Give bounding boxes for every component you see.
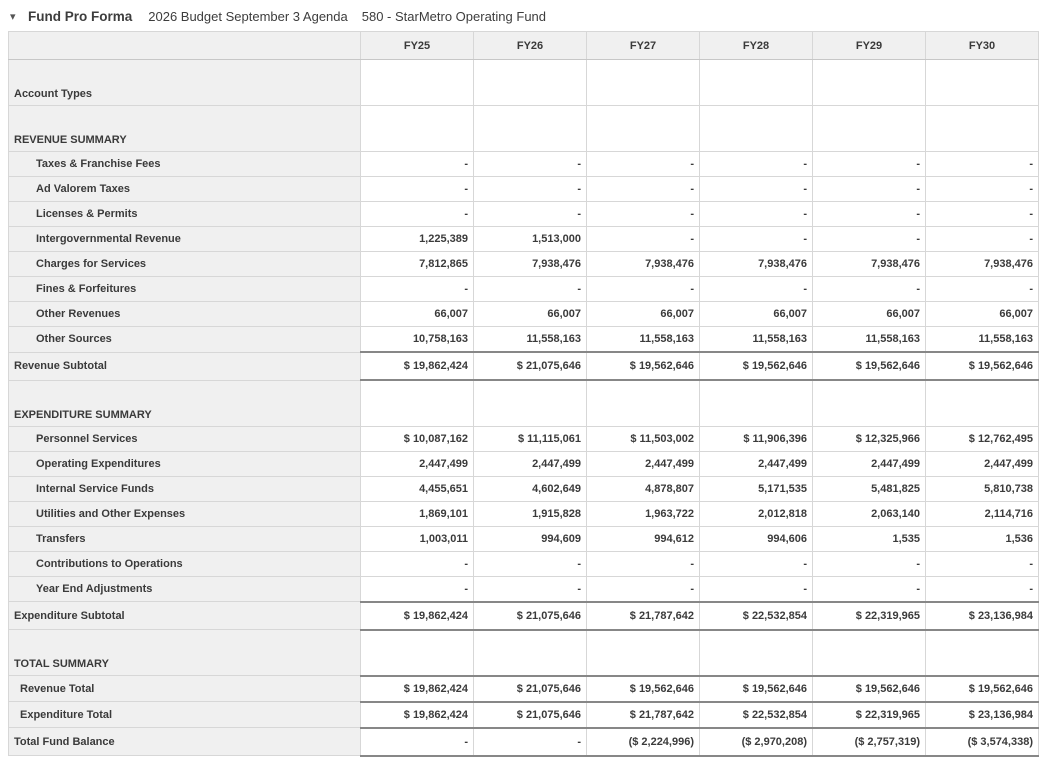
value-cell: [474, 106, 587, 152]
value-cell: 1,963,722: [587, 501, 700, 526]
value-cell: 11,558,163: [474, 327, 587, 353]
value-cell: 11,558,163: [926, 327, 1039, 353]
table-row: [9, 302, 1039, 327]
value-cell: $ 21,787,642: [587, 602, 700, 630]
value-cell: -: [926, 177, 1039, 202]
value-cell: -: [587, 576, 700, 602]
value-cell: -: [361, 152, 474, 177]
value-cell: -: [474, 551, 587, 576]
row-label: Charges for Services: [9, 252, 361, 277]
value-cell: 994,612: [587, 526, 700, 551]
value-cell: [700, 106, 813, 152]
value-cell: [587, 630, 700, 676]
value-cell: 2,447,499: [361, 451, 474, 476]
table-row: [9, 576, 1039, 602]
value-cell: 2,447,499: [587, 451, 700, 476]
table-row: [9, 177, 1039, 202]
value-cell: 1,869,101: [361, 501, 474, 526]
row-label: REVENUE SUMMARY: [9, 106, 361, 152]
value-cell: $ 21,075,646: [474, 352, 587, 380]
table-row: [9, 352, 1039, 380]
value-cell: 1,003,011: [361, 526, 474, 551]
row-label: Expenditure Total: [9, 702, 361, 728]
value-cell: $ 22,532,854: [700, 602, 813, 630]
row-label: Year End Adjustments: [9, 576, 361, 602]
column-header-fy26: FY26: [474, 32, 587, 60]
value-cell: -: [361, 551, 474, 576]
value-cell: [700, 630, 813, 676]
value-cell: $ 19,562,646: [813, 676, 926, 702]
value-cell: $ 19,562,646: [587, 352, 700, 380]
value-cell: -: [813, 576, 926, 602]
value-cell: [587, 380, 700, 426]
value-cell: [474, 630, 587, 676]
row-label: Transfers: [9, 526, 361, 551]
value-cell: -: [587, 227, 700, 252]
value-cell: 11,558,163: [587, 327, 700, 353]
value-cell: $ 21,075,646: [474, 676, 587, 702]
value-cell: 994,609: [474, 526, 587, 551]
value-cell: 2,447,499: [474, 451, 587, 476]
value-cell: -: [700, 576, 813, 602]
table-row: [9, 106, 1039, 152]
value-cell: 66,007: [474, 302, 587, 327]
value-cell: -: [361, 177, 474, 202]
row-label: Revenue Total: [9, 676, 361, 702]
table-row: [9, 202, 1039, 227]
table-row: [9, 60, 1039, 106]
table-row: [9, 630, 1039, 676]
value-cell: $ 19,862,424: [361, 352, 474, 380]
table-row: [9, 602, 1039, 630]
value-cell: $ 12,325,966: [813, 426, 926, 451]
value-cell: $ 22,532,854: [700, 702, 813, 728]
value-cell: [474, 380, 587, 426]
row-label: Expenditure Subtotal: [9, 602, 361, 630]
value-cell: 66,007: [926, 302, 1039, 327]
value-cell: -: [361, 728, 474, 756]
value-cell: 1,225,389: [361, 227, 474, 252]
value-cell: -: [474, 576, 587, 602]
value-cell: [926, 106, 1039, 152]
row-label: Operating Expenditures: [9, 451, 361, 476]
value-cell: 4,878,807: [587, 476, 700, 501]
value-cell: -: [813, 227, 926, 252]
value-cell: [700, 380, 813, 426]
column-header-fy27: FY27: [587, 32, 700, 60]
table-row: [9, 702, 1039, 728]
value-cell: $ 12,762,495: [926, 426, 1039, 451]
column-header-fy29: FY29: [813, 32, 926, 60]
value-cell: -: [700, 177, 813, 202]
value-cell: 2,012,818: [700, 501, 813, 526]
value-cell: [361, 106, 474, 152]
value-cell: ($ 3,574,338): [926, 728, 1039, 756]
value-cell: 5,481,825: [813, 476, 926, 501]
value-cell: 11,558,163: [813, 327, 926, 353]
value-cell: -: [474, 177, 587, 202]
value-cell: [474, 60, 587, 106]
row-label: TOTAL SUMMARY: [9, 630, 361, 676]
value-cell: 7,938,476: [926, 252, 1039, 277]
value-cell: 2,447,499: [813, 451, 926, 476]
value-cell: 1,915,828: [474, 501, 587, 526]
table-row: [9, 277, 1039, 302]
column-header-fy25: FY25: [361, 32, 474, 60]
row-label: Personnel Services: [9, 426, 361, 451]
table-row: [9, 476, 1039, 501]
value-cell: 2,063,140: [813, 501, 926, 526]
value-cell: [926, 630, 1039, 676]
value-cell: -: [474, 277, 587, 302]
value-cell: [361, 630, 474, 676]
value-cell: $ 19,862,424: [361, 702, 474, 728]
budget-version-label: 2026 Budget September 3 Agenda: [148, 9, 348, 24]
table-row: [9, 152, 1039, 177]
value-cell: -: [926, 227, 1039, 252]
row-label: Utilities and Other Expenses: [9, 501, 361, 526]
fund-pro-forma-table: [8, 31, 1039, 757]
value-cell: 7,938,476: [587, 252, 700, 277]
collapse-triangle-icon[interactable]: ▾: [10, 10, 16, 23]
row-label: Licenses & Permits: [9, 202, 361, 227]
value-cell: 66,007: [587, 302, 700, 327]
value-cell: $ 19,862,424: [361, 602, 474, 630]
table-row: [9, 327, 1039, 353]
row-label: Ad Valorem Taxes: [9, 177, 361, 202]
table-header-row: [9, 32, 1039, 60]
value-cell: $ 19,562,646: [587, 676, 700, 702]
value-cell: [926, 380, 1039, 426]
value-cell: 7,812,865: [361, 252, 474, 277]
report-titlebar: [0, 0, 1047, 31]
row-label: Revenue Subtotal: [9, 352, 361, 380]
value-cell: 994,606: [700, 526, 813, 551]
value-cell: $ 22,319,965: [813, 602, 926, 630]
table-row: [9, 551, 1039, 576]
value-cell: [926, 60, 1039, 106]
value-cell: -: [926, 551, 1039, 576]
value-cell: -: [474, 152, 587, 177]
value-cell: 66,007: [361, 302, 474, 327]
value-cell: 10,758,163: [361, 327, 474, 353]
value-cell: 2,114,716: [926, 501, 1039, 526]
value-cell: -: [813, 202, 926, 227]
value-cell: $ 19,862,424: [361, 676, 474, 702]
value-cell: -: [361, 202, 474, 227]
value-cell: $ 11,906,396: [700, 426, 813, 451]
value-cell: ($ 2,757,319): [813, 728, 926, 756]
column-header-fy28: FY28: [700, 32, 813, 60]
value-cell: $ 23,136,984: [926, 702, 1039, 728]
table-row: [9, 728, 1039, 756]
value-cell: $ 21,075,646: [474, 602, 587, 630]
value-cell: $ 21,075,646: [474, 702, 587, 728]
value-cell: -: [700, 277, 813, 302]
value-cell: 1,536: [926, 526, 1039, 551]
value-cell: [361, 380, 474, 426]
value-cell: [587, 60, 700, 106]
value-cell: -: [587, 551, 700, 576]
value-cell: $ 11,503,002: [587, 426, 700, 451]
value-cell: $ 19,562,646: [926, 676, 1039, 702]
value-cell: $ 22,319,965: [813, 702, 926, 728]
value-cell: $ 23,136,984: [926, 602, 1039, 630]
value-cell: [587, 106, 700, 152]
value-cell: 2,447,499: [926, 451, 1039, 476]
value-cell: [700, 60, 813, 106]
value-cell: [813, 106, 926, 152]
value-cell: -: [700, 551, 813, 576]
value-cell: -: [700, 227, 813, 252]
value-cell: -: [700, 152, 813, 177]
value-cell: -: [700, 202, 813, 227]
value-cell: 7,938,476: [813, 252, 926, 277]
value-cell: -: [813, 551, 926, 576]
row-label: Other Revenues: [9, 302, 361, 327]
table-row: [9, 227, 1039, 252]
column-header-fy30: FY30: [926, 32, 1039, 60]
table-row: [9, 526, 1039, 551]
value-cell: [813, 630, 926, 676]
value-cell: -: [587, 277, 700, 302]
table-row: [9, 426, 1039, 451]
table-row: [9, 501, 1039, 526]
value-cell: -: [361, 576, 474, 602]
value-cell: ($ 2,224,996): [587, 728, 700, 756]
value-cell: 66,007: [813, 302, 926, 327]
value-cell: 1,535: [813, 526, 926, 551]
value-cell: 11,558,163: [700, 327, 813, 353]
row-label: Internal Service Funds: [9, 476, 361, 501]
row-label: Contributions to Operations: [9, 551, 361, 576]
value-cell: -: [813, 277, 926, 302]
value-cell: -: [926, 152, 1039, 177]
value-cell: 4,602,649: [474, 476, 587, 501]
value-cell: 4,455,651: [361, 476, 474, 501]
value-cell: $ 21,787,642: [587, 702, 700, 728]
value-cell: ($ 2,970,208): [700, 728, 813, 756]
table-row: [9, 380, 1039, 426]
value-cell: -: [926, 202, 1039, 227]
row-label: Account Types: [9, 60, 361, 106]
value-cell: -: [587, 177, 700, 202]
row-label: Other Sources: [9, 327, 361, 353]
value-cell: 7,938,476: [474, 252, 587, 277]
value-cell: -: [474, 728, 587, 756]
value-cell: 1,513,000: [474, 227, 587, 252]
value-cell: $ 10,087,162: [361, 426, 474, 451]
value-cell: -: [926, 576, 1039, 602]
value-cell: $ 19,562,646: [700, 676, 813, 702]
corner-cell: [9, 32, 361, 60]
value-cell: -: [587, 152, 700, 177]
value-cell: -: [361, 277, 474, 302]
value-cell: 5,171,535: [700, 476, 813, 501]
value-cell: 7,938,476: [700, 252, 813, 277]
row-label: Total Fund Balance: [9, 728, 361, 756]
value-cell: -: [587, 202, 700, 227]
table-row: [9, 451, 1039, 476]
value-cell: -: [813, 177, 926, 202]
row-label: Fines & Forfeitures: [9, 277, 361, 302]
table-row: [9, 252, 1039, 277]
value-cell: $ 11,115,061: [474, 426, 587, 451]
value-cell: 66,007: [700, 302, 813, 327]
row-label: Taxes & Franchise Fees: [9, 152, 361, 177]
report-title[interactable]: Fund Pro Forma: [28, 9, 133, 24]
value-cell: [361, 60, 474, 106]
value-cell: 5,810,738: [926, 476, 1039, 501]
value-cell: $ 19,562,646: [813, 352, 926, 380]
value-cell: -: [474, 202, 587, 227]
value-cell: [813, 60, 926, 106]
fund-name-label: 580 - StarMetro Operating Fund: [361, 9, 547, 24]
value-cell: -: [926, 277, 1039, 302]
row-label: EXPENDITURE SUMMARY: [9, 380, 361, 426]
value-cell: [813, 380, 926, 426]
value-cell: 2,447,499: [700, 451, 813, 476]
row-label: Intergovernmental Revenue: [9, 227, 361, 252]
value-cell: $ 19,562,646: [700, 352, 813, 380]
value-cell: -: [813, 152, 926, 177]
value-cell: $ 19,562,646: [926, 352, 1039, 380]
